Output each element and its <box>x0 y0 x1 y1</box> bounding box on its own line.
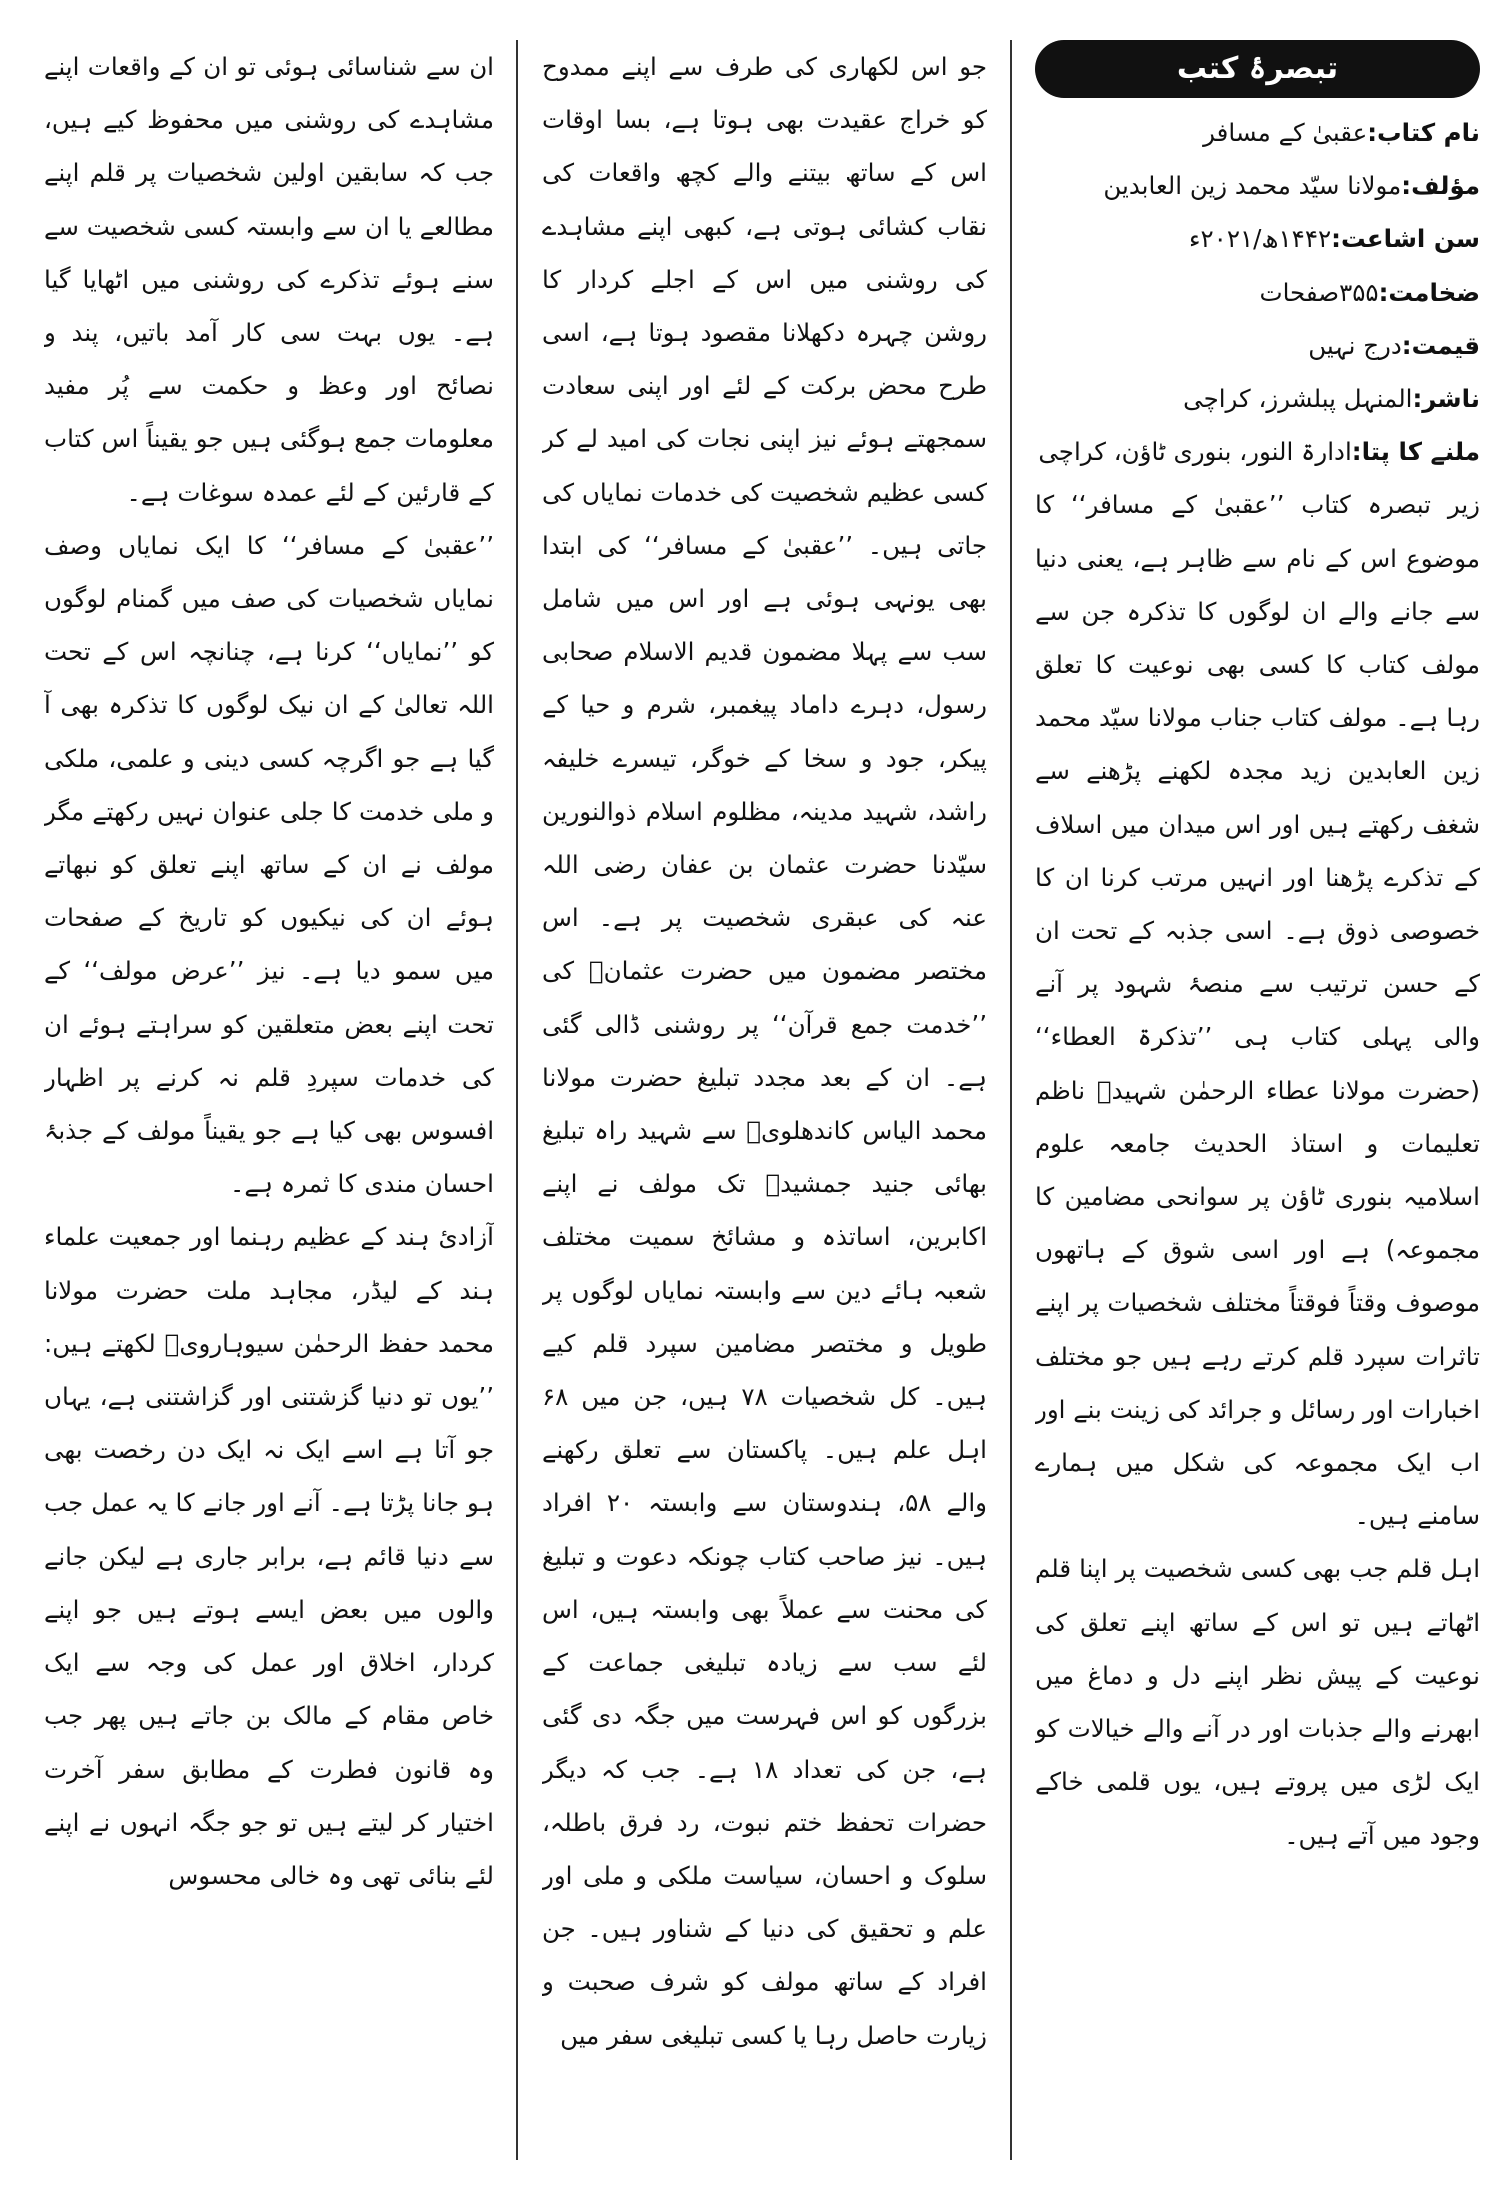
meta-author: مؤلف:مولانا سیّد محمد زین العابدین <box>1103 171 1480 201</box>
column-divider <box>1010 40 1012 2160</box>
meta-pages: ضخامت:۳۵۵صفحات <box>1259 277 1480 307</box>
book-meta <box>1035 106 1480 478</box>
column-middle <box>542 40 987 2160</box>
meta-price: قیمت:درج نہیں <box>1308 330 1480 360</box>
column-divider <box>516 40 518 2160</box>
paragraph: ان سے شناسائی ہوئی تو ان کے واقعات اپنے مشاہدے کی روشنی میں محفوظ کیے ہیں، جب کہ سابقین اولین شخصیات پر قلم اپنے مطالعے یا ان سے وابستہ کسی شخصیت سے سنے ہوئے تذکرے کی روشنی میں اٹھایا گیا ہے۔ یوں بہت سی کار آمد باتیں، پند و نصائح اور وعظ و حکمت سے پُر مفید معلومات جمع ہوگئی ہیں جو یقیناً اس کتاب کے قارئین کے لئے عمدہ سوغات ہے۔ <box>44 52 494 507</box>
paragraph: زیر تبصرہ کتاب ’’عقبیٰ کے مسافر‘‘ کا موضوع اس کے نام سے ظاہر ہے، یعنی دنیا سے جانے والے ان لوگوں کا تذکرہ جن سے مولف کتاب کا کسی بھی نوعیت کا تعلق رہا ہے۔ مولف کتاب جناب مولانا سیّد محمد زین العابدین زید مجدہ لکھنے پڑھنے سے شغف رکھتے ہیں اور اس میدان میں اسلاف کے تذکرے پڑھنا اور انہیں مرتب کرنا ان کا خصوصی ذوق ہے۔ اسی جذبہ کے تحت ان کے حسن ترتیب سے منصۂ شہود پر آنے والی پہلی کتاب ہی ’’تذکرۃ العطاء‘‘ (حضرت مولانا عطاء الرحمٰن شہیدؒ ناظم تعلیمات و استاذ الحدیث جامعہ علوم اسلامیہ بنوری ٹاؤن پر سوانحی مضامین کا مجموعہ) ہے اور اسی شوق کے ہاتھوں موصوف وقتاً فوقتاً مختلف شخصیات پر اپنے تاثرات سپرد قلم کرتے رہے ہیں جو مختلف اخبارات اور رسائل و جرائد کی زینت بنے اور اب ایک مجموعہ کی شکل میں ہمارے سامنے ہیں۔ <box>1035 490 1480 1531</box>
meta-title: نام کتاب:عقبیٰ کے مسافر <box>1203 118 1480 147</box>
meta-address: ملنے کا پتا:ادارۃ النور، بنوری ٹاؤن، کراچی <box>1038 437 1480 467</box>
column-right <box>1035 40 1480 2160</box>
paragraph: اہل قلم جب بھی کسی شخصیت پر اپنا قلم اٹھاتے ہیں تو اس کے ساتھ اپنے تعلق کی نوعیت کے پیش نظر اپنے دل و دماغ میں ابھرنے والے جذبات اور در آنے والے خیالات کو ایک لڑی میں پروتے ہیں، یوں قلمی خاکے وجود میں آتے ہیں۔ <box>1035 1554 1480 1850</box>
meta-publisher: ناشر:المنہل پبلشرز، کراچی <box>1183 384 1480 414</box>
meta-year: سن اشاعت:۱۴۴۲ھ/۲۰۲۱ء <box>1188 224 1480 254</box>
newspaper-page <box>20 20 1480 2180</box>
paragraph: آزادیٔ ہند کے عظیم رہنما اور جمعیت علماء ہند کے لیڈر، مجاہد ملت حضرت مولانا محمد حفظ الرحمٰن سیوہارویؒ لکھتے ہیں: ’’یوں تو دنیا گزشتنی اور گزاشتنی ہے، یہاں جو آتا ہے اسے ایک نہ ایک دن رخصت بھی ہو جانا پڑتا ہے۔ آنے اور جانے کا یہ عمل جب سے دنیا قائم ہے، برابر جاری ہے لیکن جانے والوں میں بعض ایسے ہوتے ہیں جو اپنے کردار، اخلاق اور عمل کی وجہ سے ایک خاص مقام کے مالک بن جاتے ہیں پھر جب وہ قانون فطرت کے مطابق سفر آخرت اختیار کر لیتے ہیں تو جو جگہ انہوں نے اپنے لئے بنائی تھی وہ خالی محسوس <box>44 1222 494 1890</box>
section-heading: تبصرۂ کتب <box>1035 40 1480 98</box>
column-left <box>44 40 494 2160</box>
paragraph: ’’عقبیٰ کے مسافر‘‘ کا ایک نمایاں وصف نمایاں شخصیات کی صف میں گمنام لوگوں کو ’’نمایاں‘‘ کرنا ہے، چنانچہ اس کے تحت اللہ تعالیٰ کے ان نیک لوگوں کا تذکرہ بھی آ گیا ہے جو اگرچہ کسی دینی و علمی، ملکی و ملی خدمت کا جلی عنوان نہیں رکھتے مگر مولف نے ان کے ساتھ اپنے تعلق کو نبھاتے ہوئے ان کی نیکیوں کو تاریخ کے صفحات میں سمو دیا ہے۔ نیز ’’عرض مولف‘‘ کے تحت اپنے بعض متعلقین کو سراہتے ہوئے ان کی خدمات سپردِ قلم نہ کرنے پر اظہار افسوس بھی کیا ہے جو یقیناً مولف کے جذبۂ احسان مندی کا ثمرہ ہے۔ <box>44 530 494 1199</box>
paragraph: جو اس لکھاری کی طرف سے اپنے ممدوح کو خراج عقیدت بھی ہوتا ہے، بسا اوقات اس کے ساتھ بیتنے والے کچھ واقعات کی نقاب کشائی ہوتی ہے، کبھی اپنے مشاہدے کی روشنی میں اس کے اجلے کردار کا روشن چہرہ دکھلانا مقصود ہوتا ہے، اسی طرح محض برکت کے لئے اور اپنی سعادت سمجھتے ہوئے نیز اپنی نجات کی امید لے کر کسی عظیم شخصیت کی خدمات نمایاں کی جاتی ہیں۔ ’’عقبیٰ کے مسافر‘‘ کی ابتدا بھی یونہی ہوئی ہے اور اس میں شامل سب سے پہلا مضمون قدیم الاسلام صحابی رسول، دہرے داماد پیغمبر، شرم و حیا کے پیکر، جود و سخا کے خوگر، تیسرے خلیفہ راشد، شہید مدینہ، مظلوم اسلام ذوالنورین سیّدنا حضرت عثمان بن عفان رضی اللہ عنہ کی عبقری شخصیت پر ہے۔ اس مختصر مضمون میں حضرت عثمانؓ کی ’’خدمت جمع قرآن‘‘ پر روشنی ڈالی گئی ہے۔ ان کے بعد مجدد تبلیغ حضرت مولانا محمد الیاس کاندھلویؒ سے شہید راہ تبلیغ بھائی جنید جمشیدؒ تک مولف نے اپنے اکابرین، اساتذہ و مشائخ سمیت مختلف شعبہ ہائے دین سے وابستہ نمایاں لوگوں پر طویل و مختصر مضامین سپرد قلم کیے ہیں۔ کل شخصیات ۷۸ ہیں، جن میں ۶۸ اہل علم ہیں۔ پاکستان سے تعلق رکھنے والے ۵۸، ہندوستان سے وابستہ ۲۰ افراد ہیں۔ نیز صاحب کتاب چونکہ دعوت و تبلیغ کی محنت سے عملاً بھی وابستہ ہیں، اس لئے سب سے زیادہ تبلیغی جماعت کے بزرگوں کو اس فہرست میں جگہ دی گئی ہے، جن کی تعداد ۱۸ ہے۔ جب کہ دیگر حضرات تحفظ ختم نبوت، رد فرق باطلہ، سلوک و احسان، سیاست ملکی و ملی اور علم و تحقیق کی دنیا کے شناور ہیں۔ جن افراد کے ساتھ مولف کو شرف صحبت و زیارت حاصل رہا یا کسی تبلیغی سفر میں <box>542 52 987 2050</box>
